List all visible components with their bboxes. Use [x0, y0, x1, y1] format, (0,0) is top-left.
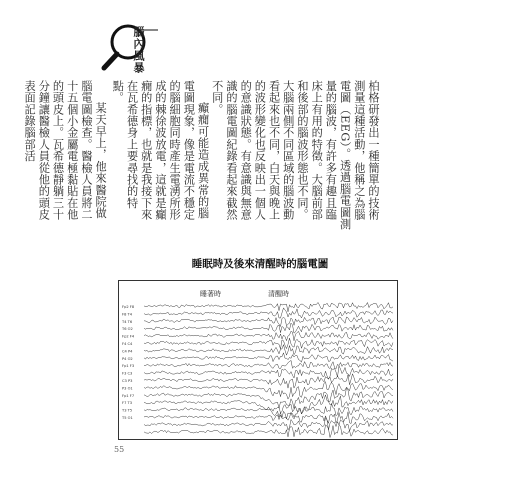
label-asleep: 睡著時 [200, 290, 221, 298]
channel-label: Fp2 F8 [122, 305, 135, 309]
header-logo [100, 22, 162, 74]
channel-label: C3 P3 [122, 379, 133, 383]
channel-label: F4 C4 [122, 342, 133, 346]
channel-label: F8 T4 [122, 312, 132, 317]
paragraph-1: 柏格研發出一種簡單的技術測量這種活動，他稱之為腦電圖（EEG）。透過腦電圖測量的腦波，有許多有趣且臨床上有用的特徵。大腦前部和後部的腦波形態也不同。大腦兩側不同區域的腦波動看起來也不同，白天與晚上的波形變化也反映出一個人的意識狀態。有意識與無意識的腦電圖紀錄看起來截然不同。 [210, 80, 380, 230]
paragraph-3: 某天早上，他來醫院做腦電圖檢查。醫檢人員將二十五個小金屬電極黏貼在他的頭皮上。瓦希德靜躺三十分鐘讓醫檢人員從他的頭皮表面記錄腦部活 [23, 80, 108, 221]
channel-label: Fp1 F3 [122, 364, 135, 369]
figure-title: 睡眠時及後來清醒時的腦電圖 [191, 258, 329, 270]
label-awake: 清醒時 [268, 290, 289, 298]
channel-label: T4 T6 [122, 319, 133, 324]
channel-label: T6 O2 [122, 327, 133, 332]
channel-label: Fp2 F4 [122, 334, 135, 339]
channel-label: Fp1 F7 [122, 393, 135, 398]
page-number: 55 [114, 445, 125, 454]
channel-label: T5 O1 [122, 416, 133, 420]
channel-label: F3 C3 [122, 371, 133, 376]
body-text [19, 80, 380, 230]
channel-label: F7 T3 [122, 401, 132, 406]
magnifier-icon [100, 22, 162, 74]
channel-label: P4 O2 [122, 356, 133, 361]
eeg-figure [118, 280, 398, 440]
logo-text: 腦內風暴 [132, 26, 145, 74]
paragraph-2: 癲癇可能造成異常的腦電圖現象，像是電流不穩定的腦細胞同時產生電湧所形成的棘徐波放電，這就是癲癇的指標，也就是我接下來在瓦希德身上要尋找的特點。 [111, 80, 210, 221]
channel-label: C4 P4 [122, 349, 133, 354]
channel-label: T3 T5 [122, 408, 133, 413]
channel-label: P3 O1 [122, 386, 133, 391]
